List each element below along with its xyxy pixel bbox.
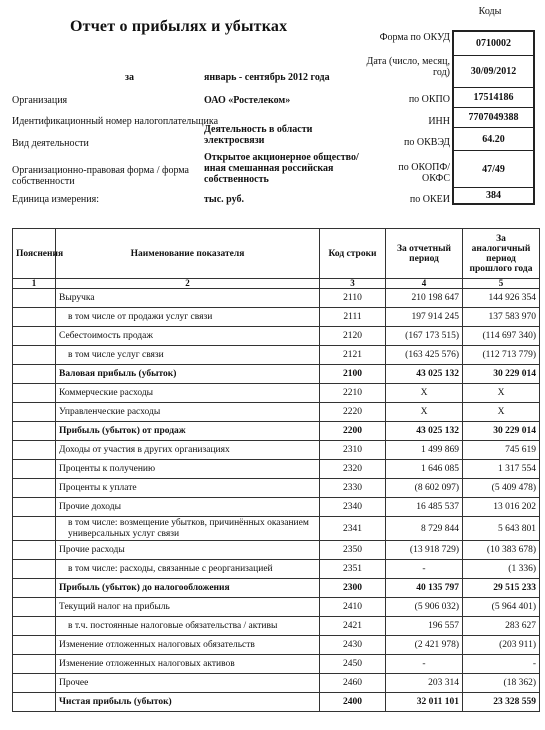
- row-current-value: 43 025 132: [386, 422, 463, 441]
- table-row: [13, 517, 540, 541]
- row-code: 2100: [320, 365, 386, 384]
- row-previous-value: (5 964 401): [463, 598, 540, 617]
- row-note: [13, 422, 56, 441]
- row-name: Прочие расходы: [56, 541, 320, 560]
- row-name: Выручка: [56, 289, 320, 308]
- row-note: [13, 693, 56, 712]
- table-row: [13, 541, 540, 560]
- row-note: [13, 636, 56, 655]
- row-previous-value: (5 409 478): [463, 479, 540, 498]
- row-previous-value: 13 016 202: [463, 498, 540, 517]
- row-note: [13, 479, 56, 498]
- row-current-value: 8 729 844: [386, 517, 463, 541]
- table-row: [13, 598, 540, 617]
- table-row: [13, 365, 540, 384]
- inn-label: Идентификационный номер налогоплательщика: [12, 116, 219, 127]
- row-previous-value: 1 317 554: [463, 460, 540, 479]
- okpo-label: по ОКПО: [408, 94, 450, 105]
- okei-label: по ОКЕИ: [409, 194, 450, 205]
- row-note: [13, 541, 56, 560]
- row-current-value: 1 499 869: [386, 441, 463, 460]
- legal-form-label: Организационно-правовая форма / форма собственности: [12, 165, 189, 187]
- row-name: Доходы от участия в других организациях: [56, 441, 320, 460]
- table-row: [13, 441, 540, 460]
- table-header-row: [13, 229, 540, 279]
- row-code: 2421: [320, 617, 386, 636]
- row-previous-value: (18 362): [463, 674, 540, 693]
- row-name: Прочее: [56, 674, 320, 693]
- row-note: [13, 327, 56, 346]
- col-number: 4: [386, 279, 463, 289]
- row-name: Проценты к получению: [56, 460, 320, 479]
- legal-form-value: Открытое акционерное общество/ иная смешанная российская собственность: [204, 152, 359, 185]
- table-row: [13, 327, 540, 346]
- row-note: [13, 617, 56, 636]
- row-name: Изменение отложенных налоговых активов: [56, 655, 320, 674]
- row-current-value: X: [386, 403, 463, 422]
- row-name: Изменение отложенных налоговых обязательств: [56, 636, 320, 655]
- row-name: в том числе: расходы, связанные с реорганизацией: [56, 560, 320, 579]
- row-code: 2400: [320, 693, 386, 712]
- row-code: 2310: [320, 441, 386, 460]
- row-code: 2320: [320, 460, 386, 479]
- row-note: [13, 560, 56, 579]
- row-previous-value: (114 697 340): [463, 327, 540, 346]
- col-name-header: Наименование показателя: [56, 229, 320, 279]
- row-current-value: 40 135 797: [386, 579, 463, 598]
- row-current-value: 196 557: [386, 617, 463, 636]
- row-previous-value: 5 643 801: [463, 517, 540, 541]
- table-row: [13, 422, 540, 441]
- row-name: Коммерческие расходы: [56, 384, 320, 403]
- okud-code: 0710002: [454, 32, 533, 56]
- row-name: Прочие доходы: [56, 498, 320, 517]
- page-title: Отчет о прибылях и убытках: [70, 18, 288, 35]
- col-code-header: Код строки: [320, 229, 386, 279]
- row-code: 2200: [320, 422, 386, 441]
- row-previous-value: (203 911): [463, 636, 540, 655]
- col-number: 3: [320, 279, 386, 289]
- row-code: 2300: [320, 579, 386, 598]
- table-row: [13, 384, 540, 403]
- row-name: Себестоимость продаж: [56, 327, 320, 346]
- table-row: [13, 674, 540, 693]
- row-current-value: 210 198 647: [386, 289, 463, 308]
- col-current-header: За отчетный период: [386, 229, 463, 279]
- row-code: 2410: [320, 598, 386, 617]
- row-previous-value: 23 328 559: [463, 693, 540, 712]
- inn-short-label: ИНН: [428, 116, 450, 127]
- row-note: [13, 346, 56, 365]
- row-current-value: 203 314: [386, 674, 463, 693]
- row-current-value: X: [386, 384, 463, 403]
- table-row: [13, 289, 540, 308]
- col-number: 1: [13, 279, 56, 289]
- period-value: январь - сентябрь 2012 года: [204, 72, 330, 83]
- row-current-value: (2 421 978): [386, 636, 463, 655]
- row-previous-value: X: [463, 384, 540, 403]
- period-prefix: за: [125, 72, 135, 83]
- row-code: 2350: [320, 541, 386, 560]
- row-current-value: 16 485 537: [386, 498, 463, 517]
- okopf-code: 47/49: [454, 151, 533, 188]
- activity-label: Вид деятельности: [12, 138, 89, 149]
- row-note: [13, 365, 56, 384]
- table-row: [13, 460, 540, 479]
- table-row: [13, 403, 540, 422]
- row-name: Прибыль (убыток) от продаж: [56, 422, 320, 441]
- okei-code: 384: [486, 190, 501, 201]
- unit-value: тыс. руб.: [204, 194, 244, 205]
- col-previous-header: За аналогичный период прошлого года: [463, 229, 540, 279]
- row-code: 2120: [320, 327, 386, 346]
- row-code: 2220: [320, 403, 386, 422]
- inn-code: 7707049388: [454, 108, 533, 128]
- row-previous-value: (112 713 779): [463, 346, 540, 365]
- row-name: Прибыль (убыток) до налогообложения: [56, 579, 320, 598]
- table-row: [13, 579, 540, 598]
- row-current-value: (8 602 097): [386, 479, 463, 498]
- activity-value: Деятельность в области электросвязи: [204, 124, 313, 146]
- row-note: [13, 674, 56, 693]
- row-name: в т.ч. постоянные налоговые обязательства / активы: [56, 617, 320, 636]
- row-name: Чистая прибыль (убыток): [56, 693, 320, 712]
- row-previous-value: 137 583 970: [463, 308, 540, 327]
- row-name: Валовая прибыль (убыток): [56, 365, 320, 384]
- row-note: [13, 289, 56, 308]
- table-row: [13, 498, 540, 517]
- row-current-value: (167 173 515): [386, 327, 463, 346]
- col-number: 2: [56, 279, 320, 289]
- row-name: в том числе от продажи услуг связи: [56, 308, 320, 327]
- org-label: Организация: [12, 95, 68, 106]
- date-code: 30/09/2012: [454, 56, 533, 88]
- table-row: [13, 693, 540, 712]
- table-row: [13, 655, 540, 674]
- row-note: [13, 441, 56, 460]
- row-current-value: 1 646 085: [386, 460, 463, 479]
- row-current-value: (13 918 729): [386, 541, 463, 560]
- col-number: 5: [463, 279, 540, 289]
- row-previous-value: 144 926 354: [463, 289, 540, 308]
- unit-label: Единица измерения:: [12, 194, 99, 205]
- row-name: в том числе: возмещение убытков, причинённых оказанием универсальных услуг связи: [56, 517, 320, 541]
- income-statement-table: [12, 228, 540, 712]
- codes-heading: Коды: [478, 6, 502, 17]
- row-note: [13, 517, 56, 541]
- row-previous-value: 30 229 014: [463, 365, 540, 384]
- row-code: 2121: [320, 346, 386, 365]
- row-code: 2210: [320, 384, 386, 403]
- row-code: 2351: [320, 560, 386, 579]
- table-row: [13, 560, 540, 579]
- table-row: [13, 636, 540, 655]
- row-code: 2110: [320, 289, 386, 308]
- table-row: [13, 479, 540, 498]
- table-row: [13, 308, 540, 327]
- row-name: Проценты к уплате: [56, 479, 320, 498]
- row-note: [13, 308, 56, 327]
- row-name: Управленческие расходы: [56, 403, 320, 422]
- row-note: [13, 579, 56, 598]
- row-previous-value: (10 383 678): [463, 541, 540, 560]
- column-number-row: [13, 279, 540, 289]
- row-code: 2111: [320, 308, 386, 327]
- row-previous-value: 30 229 014: [463, 422, 540, 441]
- row-previous-value: 29 515 233: [463, 579, 540, 598]
- codes-box: [452, 30, 535, 205]
- row-note: [13, 498, 56, 517]
- row-note: [13, 598, 56, 617]
- row-code: 2340: [320, 498, 386, 517]
- table-row: [13, 346, 540, 365]
- table-row: [13, 617, 540, 636]
- row-current-value: 32 011 101: [386, 693, 463, 712]
- okud-label: Форма по ОКУД: [379, 32, 450, 43]
- row-name: в том числе услуг связи: [56, 346, 320, 365]
- org-value: ОАО «Ростелеком»: [204, 95, 291, 106]
- row-previous-value: 745 619: [463, 441, 540, 460]
- row-current-value: (163 425 576): [386, 346, 463, 365]
- row-previous-value: -: [463, 655, 540, 674]
- row-current-value: -: [386, 655, 463, 674]
- row-previous-value: X: [463, 403, 540, 422]
- row-code: 2330: [320, 479, 386, 498]
- col-notes-header: Пояснения: [13, 229, 56, 279]
- row-current-value: 197 914 245: [386, 308, 463, 327]
- okved-label: по ОКВЭД: [404, 137, 450, 148]
- okved-code: 64.20: [454, 128, 533, 151]
- row-code: 2460: [320, 674, 386, 693]
- row-current-value: -: [386, 560, 463, 579]
- okpo-code: 17514186: [454, 88, 533, 108]
- row-note: [13, 384, 56, 403]
- row-code: 2450: [320, 655, 386, 674]
- okopf-label: по ОКОПФ/ОКФС: [398, 162, 450, 184]
- row-note: [13, 460, 56, 479]
- row-note: [13, 403, 56, 422]
- row-code: 2430: [320, 636, 386, 655]
- row-code: 2341: [320, 517, 386, 541]
- row-note: [13, 655, 56, 674]
- row-previous-value: 283 627: [463, 617, 540, 636]
- row-name: Текущий налог на прибыль: [56, 598, 320, 617]
- row-current-value: 43 025 132: [386, 365, 463, 384]
- row-current-value: (5 906 032): [386, 598, 463, 617]
- date-label: Дата (число, месяц, год): [366, 56, 450, 78]
- row-previous-value: (1 336): [463, 560, 540, 579]
